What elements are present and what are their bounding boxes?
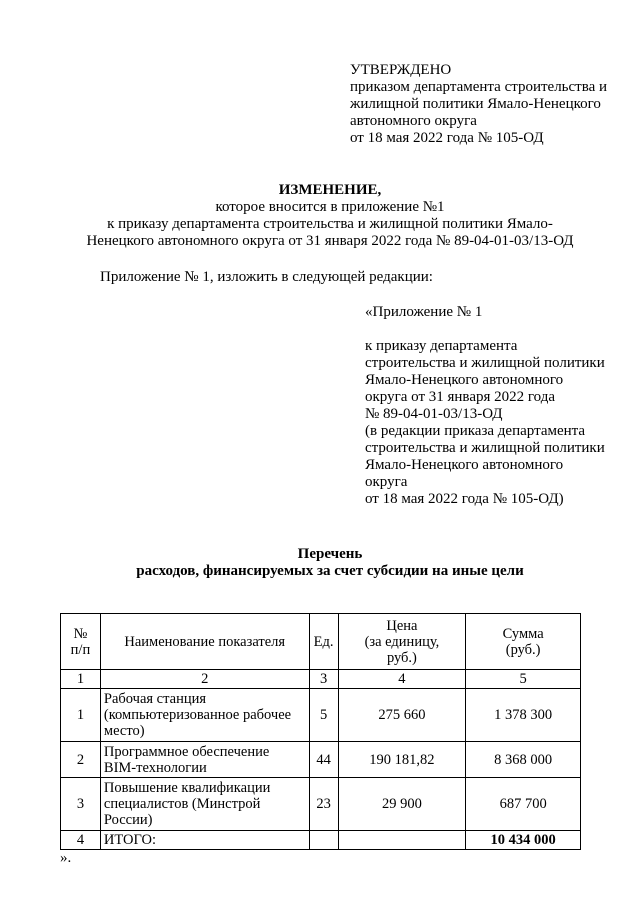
row-name-line: (компьютеризованное рабочее [103,707,292,723]
row-sum: 8 368 000 [466,742,581,778]
appendix-line: строительства и жилищной политики [365,355,605,371]
appendix-line: строительства и жилищной политики [365,440,605,456]
expenses-table [60,613,581,850]
column-number: 5 [466,670,581,689]
row-num: 1 [61,689,101,742]
appendix-line: округа от 31 января 2022 года [365,389,556,405]
appendix-header [365,304,625,508]
column-number: 1 [61,670,101,689]
row-sum: 1 378 300 [466,689,581,742]
change-title: ИЗМЕНЕНИЕ, [278,182,382,198]
approval-line: жилищной политики Ямало-Ненецкого [350,96,601,112]
total-price-empty [338,831,466,850]
total-sum: 10 434 000 [466,831,581,850]
appendix-line: (в редакции приказа департамента [365,423,586,439]
header-price-line: Цена [386,617,418,634]
table-row [61,742,581,778]
appendix-line: округа [365,474,408,490]
row-sum: 687 700 [466,778,581,831]
row-name-line: России) [103,812,153,828]
approval-line: от 18 мая 2022 года № 105-ОД [350,130,544,146]
header-num [61,614,101,670]
column-number: 2 [100,670,309,689]
row-price: 275 660 [338,689,466,742]
intro-paragraph: Приложение № 1, изложить в следующей редакции: [100,269,433,285]
appendix-line: Ямало-Ненецкого автономного [365,372,564,388]
header-sum [466,614,581,670]
header-sum-line: Сумма [502,625,544,642]
row-num: 2 [61,742,101,778]
approval-heading: УТВЕРЖДЕНО [350,62,452,78]
approval-line: приказом департамента строительства и [350,79,608,95]
row-price: 190 181,82 [338,742,466,778]
change-line: которое вносится в приложение №1 [215,199,445,215]
row-name [100,742,309,778]
column-number: 4 [338,670,466,689]
header-num-line: п/п [70,641,91,658]
change-line: Ненецкого автономного округа от 31 января 2022 года № 89-04-01-03/13-ОД [86,233,574,249]
row-name-line: место) [103,723,145,739]
header-sum-line: (руб.) [505,641,541,658]
row-name [100,689,309,742]
header-price-line: руб.) [386,649,417,666]
column-number: 3 [309,670,338,689]
appendix-line: Ямало-Ненецкого автономного [365,457,564,473]
total-num: 4 [61,831,101,850]
appendix-line: № 89-04-01-03/13-ОД [365,406,503,422]
row-unit: 44 [309,742,338,778]
total-label: ИТОГО: [100,831,309,850]
table-header-row [61,614,581,670]
table-row [61,778,581,831]
closing-quote: ». [60,850,72,866]
list-title [60,546,600,580]
row-price: 29 900 [338,778,466,831]
table-row [61,689,581,742]
row-name-line: Рабочая станция [103,691,207,707]
header-price-line: (за единицу, [364,633,440,650]
appendix-line: от 18 мая 2022 года № 105-ОД) [365,491,564,507]
appendix-line: к приказу департамента [365,338,518,354]
row-name-line: BIM-технологии [103,759,207,776]
change-heading-block [60,182,600,250]
row-unit: 23 [309,778,338,831]
approval-stamp [350,62,630,147]
change-line: к приказу департамента строительства и жилищной политики Ямало- [107,216,553,232]
list-title-line: Перечень [297,546,363,562]
approval-line: автономного округа [350,113,477,129]
total-row [61,831,581,850]
row-name-line: специалистов (Минстрой [103,796,261,812]
row-name [100,778,309,831]
row-name-line: Программное обеспечение [103,743,270,760]
row-num: 3 [61,778,101,831]
column-number-row [61,670,581,689]
list-title-line: расходов, финансируемых за счет субсидии на иные цели [136,563,524,579]
total-unit-empty [309,831,338,850]
header-unit: Ед. [309,614,338,670]
appendix-heading: «Приложение № 1 [365,304,483,320]
row-name-line: Повышение квалификации [103,780,271,796]
header-price [338,614,466,670]
row-unit: 5 [309,689,338,742]
header-name: Наименование показателя [100,614,309,670]
header-num-line: № [73,625,88,642]
